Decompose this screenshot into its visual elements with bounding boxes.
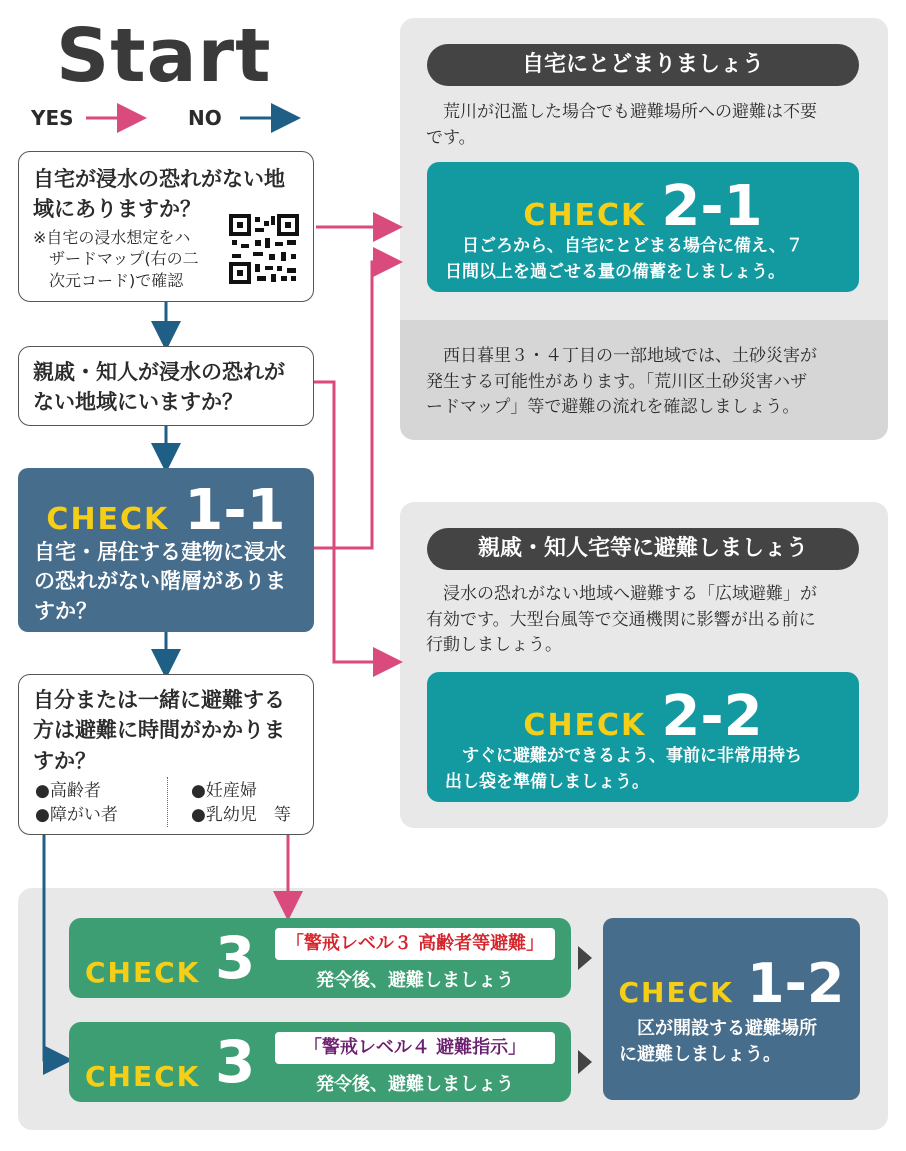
list-item: ●妊産婦 (191, 781, 257, 801)
check-2-2-text: すぐに避難ができるよう、事前に非常用持ち 出し袋を準備しましょう。 (445, 746, 802, 792)
hazard-map-note: ※自宅の浸水想定をハ ザードマップ(右の二 次元コード)で確認 (33, 227, 199, 291)
page-title: Start (56, 13, 272, 99)
question-text: 自宅が浸水の恐れがない地 域にありますか？ (33, 167, 285, 222)
check-number: 1-1 (184, 478, 286, 543)
alert-level-4-badge: 「警戒レベル４ 避難指示」 (275, 1032, 555, 1064)
qr-code-icon (229, 214, 299, 284)
relatives-heading: 親戚・知人宅等に避難しましょう (427, 528, 859, 570)
check-number: 2-2 (661, 684, 763, 749)
alert-level-3-badge: 「警戒レベル３ 高齢者等避難」 (275, 928, 555, 960)
list-divider (167, 777, 168, 827)
check-2-1-text: 日ごろから、自宅にとどまる場合に備え、７ 日間以上を過ごせる量の備蓄をしましょう。 (445, 236, 804, 282)
check-2-2-box (427, 672, 859, 802)
check-label: CHECK (85, 956, 201, 989)
check-label: CHECK (523, 198, 647, 233)
list-item: ●乳幼児 等 (191, 805, 291, 825)
question-home-flood-risk (18, 151, 314, 302)
question-text: 自分または一緒に避難する 方は避難に時間がかかりま すか？ (33, 688, 285, 773)
check-label: CHECK (618, 976, 734, 1009)
landslide-note-text: 西日暮里３・４丁目の一部地域では、土砂災害が 発生する可能性があります。「荒川区土砂災害ハザ ードマップ」等で避難の流れを確認しましょう。 (426, 346, 817, 417)
yes-legend-label: YES (31, 106, 74, 130)
question-relatives-safe-area: 親戚・知人が浸水の恐れが ない地域にいますか？ (18, 346, 314, 426)
level3-text: 発令後、避難しましょう (316, 970, 514, 991)
check-3-level3-box (69, 918, 571, 998)
stay-home-text: 荒川が氾濫した場合でも避難場所への避難は不要 です。 (426, 102, 817, 148)
check-number: 3 (215, 1028, 256, 1096)
check-1-1-question: 自宅・居住する建物に浸水 の恐れがない階層がありま すか？ (34, 540, 286, 623)
level4-text: 発令後、避難しましょう (316, 1074, 514, 1095)
stay-home-heading: 自宅にとどまりましょう (427, 44, 859, 86)
list-item: ●障がい者 (35, 805, 118, 825)
check-number: 3 (215, 924, 256, 992)
check-number: 2-1 (661, 174, 763, 239)
no-legend-label: NO (188, 106, 222, 130)
check-2-1-box (427, 162, 859, 292)
check-number: 1-2 (746, 952, 845, 1015)
check-label: CHECK (46, 502, 170, 537)
check-1-2-text: 区が開設する避難場所 に避難しましょう。 (619, 1018, 817, 1066)
check-1-1-box (18, 468, 314, 632)
check-label: CHECK (523, 708, 647, 743)
check-label: CHECK (85, 1060, 201, 1093)
check-1-2-box (603, 918, 860, 1100)
check-3-level4-box (69, 1022, 571, 1102)
relatives-text: 浸水の恐れがない地域へ避難する「広域避難」が 有効です。大型台風等で交通機関に影響が出る前に 行動しましょう。 (426, 584, 817, 655)
list-item: ●高齢者 (35, 781, 101, 801)
question-evacuation-time (18, 674, 314, 835)
